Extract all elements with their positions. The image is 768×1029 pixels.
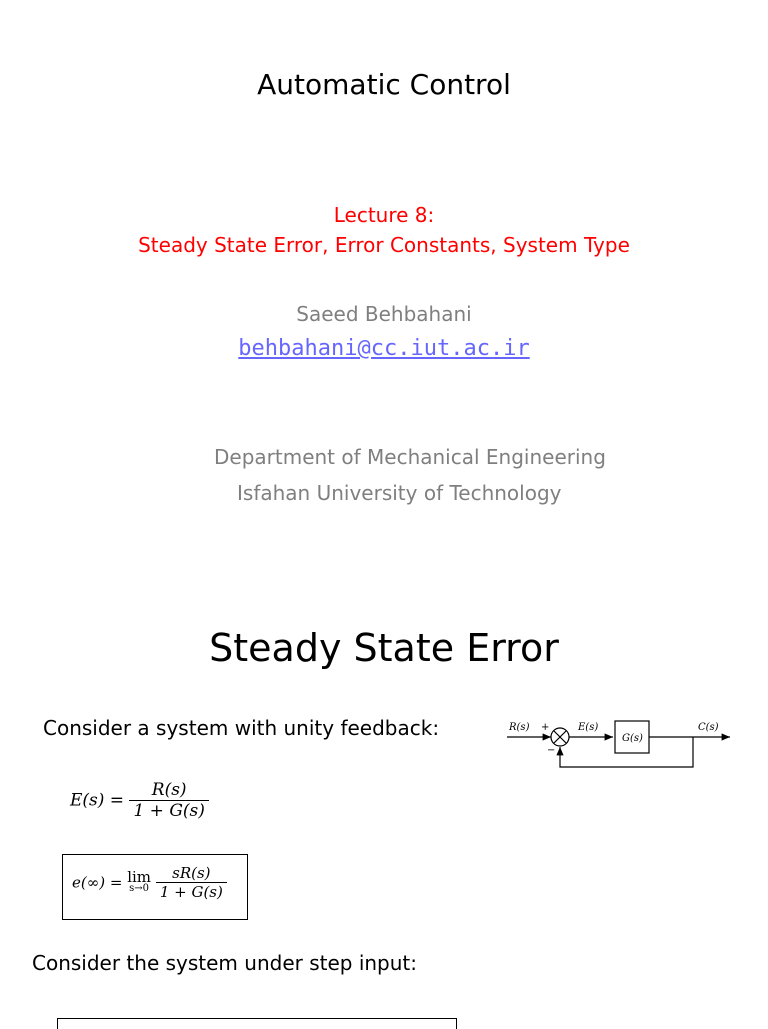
error-fraction xyxy=(129,780,208,821)
error-equation-lhs: E(s) = xyxy=(70,790,125,811)
minus-sign: − xyxy=(547,745,556,756)
final-value-lhs: e(∞) = xyxy=(72,873,123,892)
feedback-block-diagram xyxy=(505,716,735,782)
lecture-heading xyxy=(0,200,768,260)
course-title: Automatic Control xyxy=(257,68,511,101)
limit-operator xyxy=(127,867,152,895)
slide-title: Steady State Error xyxy=(209,626,559,670)
final-value-fraction xyxy=(156,864,227,901)
lecture-number: Lecture 8: xyxy=(333,203,435,227)
content-slide xyxy=(0,590,768,1024)
final-value-numerator: sR(s) xyxy=(156,864,227,883)
error-denominator: 1 + G(s) xyxy=(133,801,205,821)
plant-label: G(s) xyxy=(622,733,643,744)
author-name: Saeed Behbahani xyxy=(296,302,472,326)
output-label: C(s) xyxy=(698,722,719,733)
plus-sign: + xyxy=(541,722,550,733)
error-label: E(s) xyxy=(578,722,599,733)
error-equation xyxy=(70,780,209,821)
step-input-text: Consider the system under step input: xyxy=(32,951,418,975)
lecture-subtitle: Steady State Error, Error Constants, System Type xyxy=(138,233,630,257)
limit-subscript: s→0 xyxy=(129,882,150,894)
university-name: Isfahan University of Technology xyxy=(237,481,562,505)
author-email-link[interactable]: behbahani@cc.iut.ac.ir xyxy=(238,336,530,361)
error-numerator: R(s) xyxy=(129,780,208,801)
limit-label: lim xyxy=(127,867,152,886)
final-value-box xyxy=(62,854,248,920)
input-label: R(s) xyxy=(509,722,530,733)
intro-text: Consider a system with unity feedback: xyxy=(43,716,440,740)
department-name: Department of Mechanical Engineering xyxy=(214,445,606,469)
final-value-denominator: 1 + G(s) xyxy=(159,883,223,901)
